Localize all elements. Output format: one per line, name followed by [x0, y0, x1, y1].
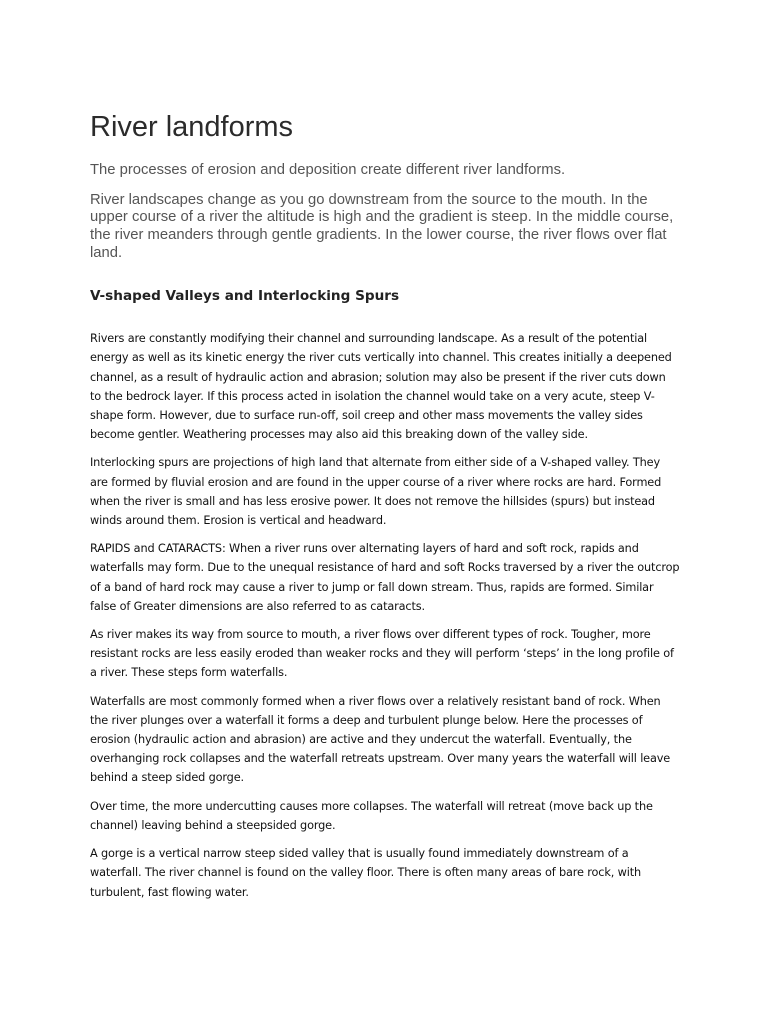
page-title: River landforms [90, 111, 294, 143]
body-paragraph: Interlocking spurs are projections of high land that alternate from either side of a V-shaped valley. They are formed by fluvial erosion and are found in the upper course of a river where rocks are hard. Formed when the river is small and has less erosive power. It does not remove the hillsides (spurs) but instead winds around them. Erosion is vertical and headward. [90, 456, 662, 528]
body-paragraph: Over time, the more undercutting causes more collapses. The waterfall will retreat (move back up the channel) leaving behind a steepsided gorge. [90, 799, 653, 832]
document-page [90, 110, 680, 911]
intro-paragraph: The processes of erosion and deposition create different river landforms. [90, 161, 566, 178]
body-paragraph: RAPIDS and CATARACTS: When a river runs over alternating layers of hard and soft rock, rapids and waterfalls may form. Due to the unequal resistance of hard and soft Rocks traversed by a river the outcrop of a band of hard rock may cause a river to jump or fall down stream. Thus, rapids are formed. Similar false of Greater dimensions are also referred to as cataracts. [90, 542, 680, 613]
body-paragraph: As river makes its way from source to mouth, a river flows over different types of rock. Tougher, more resistant rocks are less easily eroded than weaker rocks and they will perform ‘steps’ in the long profile of a river. These steps form waterfalls. [90, 628, 674, 680]
section-heading: V-shaped Valleys and Interlocking Spurs [90, 287, 400, 304]
body-paragraph: Rivers are constantly modifying their channel and surrounding landscape. As a result of the potential energy as well as its kinetic energy the river cuts vertically into channel. This creates initially a deepened channel, as a result of hydraulic action and abrasion; solution may also be present if the river cuts down to the bedrock layer. If this process acted in isolation the channel would take on a very acute, steep V-shape form. However, due to surface run-off, soil creep and other mass movements the valley sides become gentler. Weathering processes may also aid this breaking down of the valley side. [90, 332, 672, 442]
body-paragraph: A gorge is a vertical narrow steep sided valley that is usually found immediately downstream of a waterfall. The river channel is found on the valley floor. There is often many areas of bare rock, with turbulent, fast flowing water. [90, 847, 641, 899]
body-paragraph: Waterfalls are most commonly formed when a river flows over a relatively resistant band of rock. When the river plunges over a waterfall it forms a deep and turbulent plunge below. Here the processes of erosion (hydraulic action and abrasion) are active and they undercut the waterfall. Eventually, the overhanging rock collapses and the waterfall retreats upstream. Over many years the waterfall will leave behind a steep sided gorge. [90, 694, 671, 785]
intro-paragraph: River landscapes change as you go downstream from the source to the mouth. In the upper course of a river the altitude is high and the gradient is steep. In the middle course, the river meanders through gentle gradients. In the lower course, the river flows over flat land. [90, 191, 674, 261]
